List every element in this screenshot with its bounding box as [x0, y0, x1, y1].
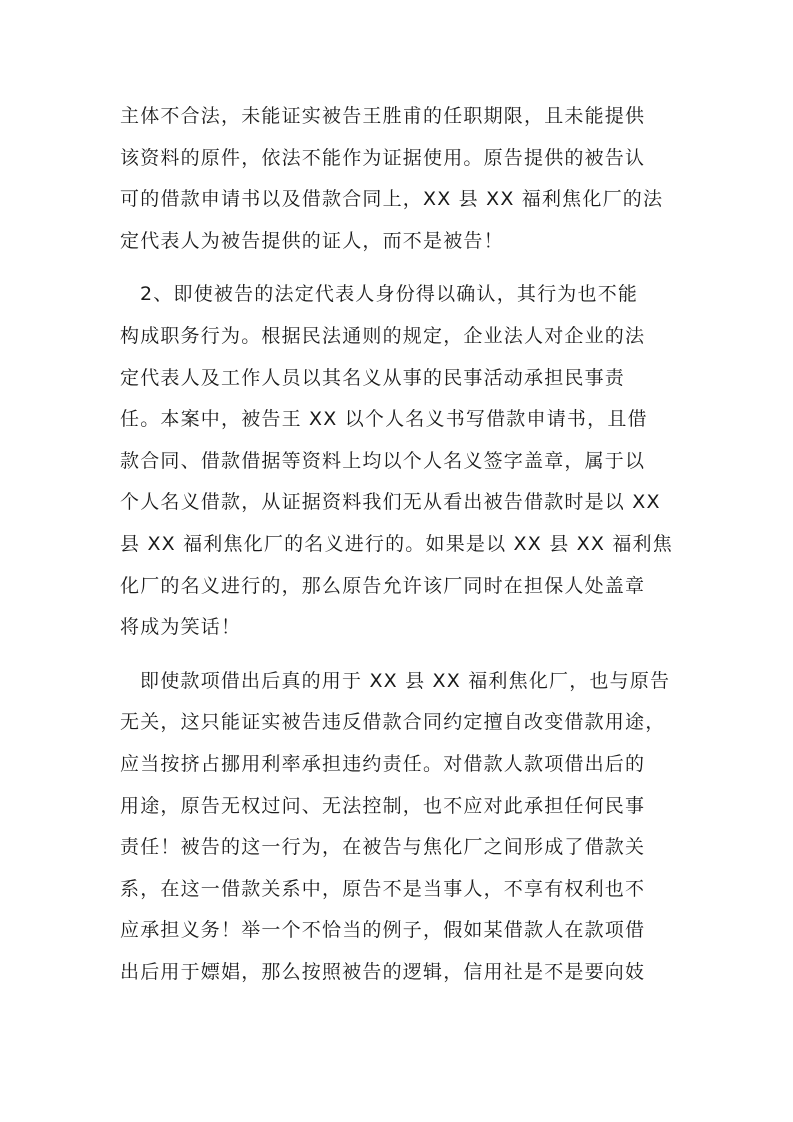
- paragraph-1: [120, 96, 678, 262]
- text-line: 责任！被告的这一行为，在被告与焦化厂之间形成了借款关: [120, 836, 646, 859]
- text-line: 将成为笑话！: [120, 616, 242, 639]
- paragraph-3: [120, 661, 678, 994]
- paragraph-gap: [120, 649, 678, 661]
- text-line: 出后用于嫖娼，那么按照被告的逻辑，信用社是不是要向妓: [120, 960, 646, 983]
- text-line: 主体不合法，未能证实被告王胜甫的任职期限，且未能提供: [120, 105, 646, 127]
- text-line: 构成职务行为。根据民法通则的规定，企业法人对企业的法: [120, 324, 646, 347]
- text-line: 无关，这只能证实被告违反借款合同约定擅自改变借款用途，: [120, 711, 666, 734]
- text-line: 该资料的原件，依法不能作为证据使用。原告提供的被告认: [120, 146, 646, 169]
- text-line: 应承担义务！举一个不恰当的例子，假如某借款人在款项借: [120, 919, 646, 942]
- text-line: 定代表人及工作人员以其名义从事的民事活动承担民事责: [120, 366, 626, 389]
- text-line: 即使款项借出后真的用于 XX 县 XX 福利焦化厂，也与原告: [140, 669, 671, 692]
- text-line: 系，在这一借款关系中，原告不是当事人，不享有权利也不: [120, 877, 646, 900]
- text-line: 个人名义借款，从证据资料我们无从看出被告借款时是以 XX: [120, 491, 661, 514]
- document-body: [120, 96, 678, 993]
- paragraph-2: [120, 274, 678, 648]
- text-line: 化厂的名义进行的，那么原告允许该厂同时在担保人处盖章: [120, 574, 646, 597]
- text-line: 定代表人为被告提供的证人，而不是被告！: [120, 229, 504, 252]
- text-line: 任。本案中，被告王 XX 以个人名义书写借款申请书，且借: [120, 408, 648, 431]
- text-line: 应当按挤占挪用利率承担违约责任。对借款人款项借出后的: [120, 752, 646, 775]
- text-line: 可的借款申请书以及借款合同上，XX 县 XX 福利焦化厂的法: [120, 188, 664, 211]
- text-line: 2、即使被告的法定代表人身份得以确认，其行为也不能: [140, 283, 639, 306]
- text-line: 款合同、借款借据等资料上均以个人名义签字盖章，属于以: [120, 449, 646, 472]
- text-line: 县 XX 福利焦化厂的名义进行的。如果是以 XX 县 XX 福利焦: [120, 532, 673, 555]
- paragraph-gap: [120, 262, 678, 274]
- text-line: 用途，原告无权过问、无法控制，也不应对此承担任何民事: [120, 794, 646, 817]
